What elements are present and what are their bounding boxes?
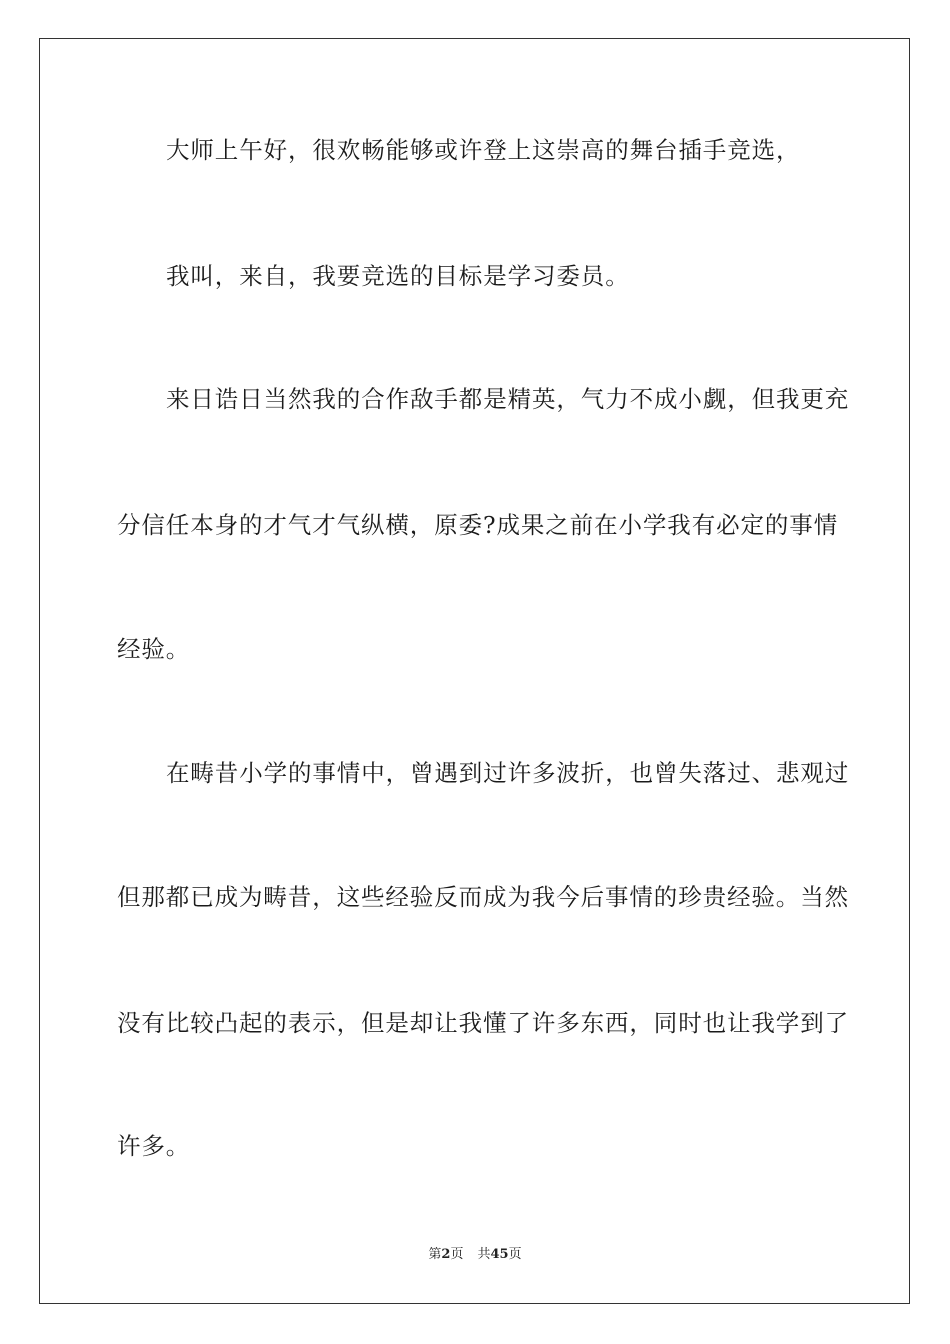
footer-page-number: 2: [441, 1247, 451, 1262]
footer-total-suffix: 页: [508, 1247, 522, 1262]
footer-page-suffix: 页: [450, 1247, 464, 1262]
paragraph-4-line-2: 但那都已成为畴昔，这些经验反而成为我今后事情的珍贵经验。当然: [117, 883, 849, 911]
paragraph-3-line-1: 来日诰日当然我的合作敌手都是精英，气力不成小觑，但我更充: [166, 385, 850, 413]
paragraph-2-line-1: 我叫，来自，我要竞选的目标是学习委员。: [166, 262, 630, 290]
page-footer: [0, 1246, 950, 1264]
paragraph-3-line-2: 分信任本身的才气才气纵横，原委?成果之前在小学我有必定的事情: [117, 511, 839, 539]
footer-total-pages: 45: [490, 1247, 509, 1262]
paragraph-3-line-3: 经验。: [117, 635, 191, 663]
paragraph-4-line-4: 许多。: [117, 1132, 191, 1160]
footer-total-prefix: 共: [477, 1247, 491, 1262]
paragraph-4-line-3: 没有比较凸起的表示，但是却让我懂了许多东西，同时也让我学到了: [117, 1009, 849, 1037]
footer-page-prefix: 第: [428, 1247, 442, 1262]
page-border: [39, 38, 910, 1304]
paragraph-4-line-1: 在畴昔小学的事情中，曾遇到过许多波折，也曾失落过、悲观过: [166, 759, 850, 787]
paragraph-1-line-1: 大师上午好，很欢畅能够或许登上这崇高的舞台插手竞选，: [166, 136, 801, 164]
